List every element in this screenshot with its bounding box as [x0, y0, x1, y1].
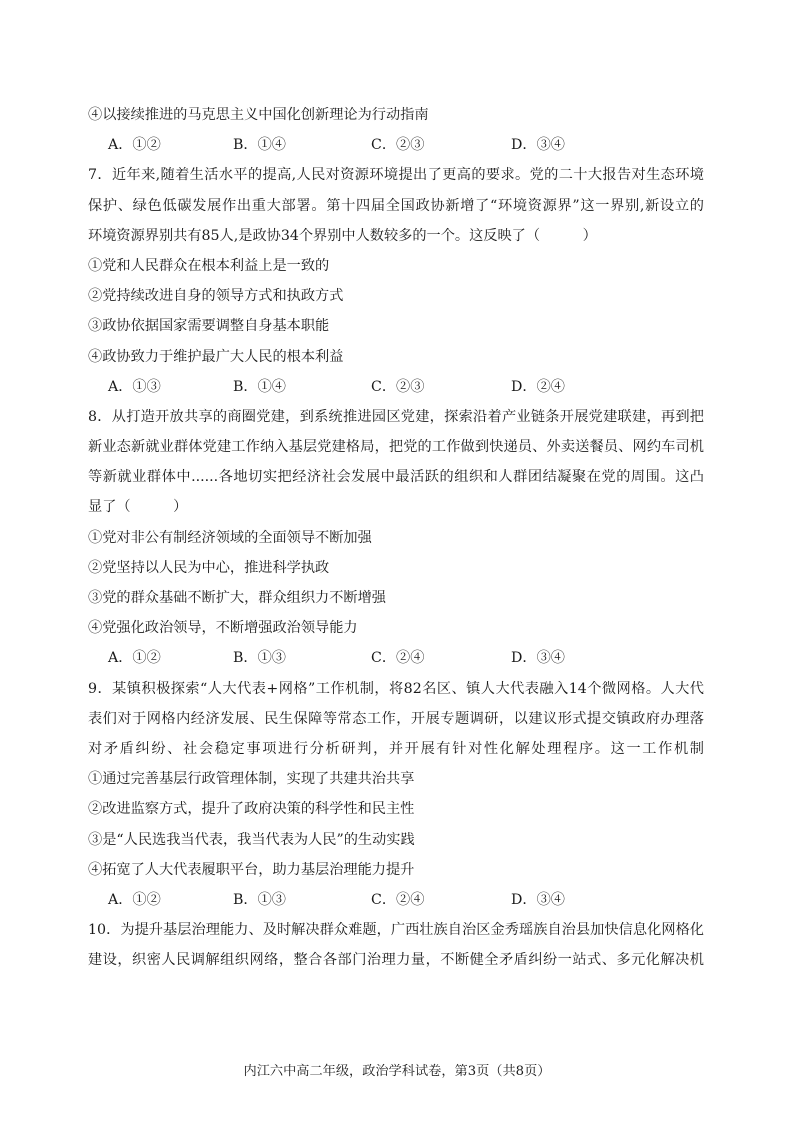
q8-item-4: ④党强化政治领导，不断增强政治领导能力 — [88, 620, 358, 637]
q8-item-1: ①党对非公有制经济领域的全面领导不断加强 — [88, 529, 372, 546]
q6-option-a: A．①② — [108, 137, 161, 154]
q7-item-3: ③政协依据国家需要调整自身基本职能 — [88, 318, 330, 335]
q8-stem-line-4: 显了（ ） — [88, 499, 188, 516]
q9-option-c: C．②④ — [371, 891, 425, 908]
q6-options — [88, 130, 704, 160]
q9-item-4: ④拓宽了人大代表履职平台，助力基层治理能力提升 — [88, 861, 415, 878]
q7-stem-line-2: 保护、绿色低碳发展作出重大部署。第十四届全国政协新增了“环境资源界”这一界别,新设立的 — [88, 197, 704, 214]
q8-option-b: B．①③ — [233, 650, 286, 667]
exam-page — [88, 100, 704, 975]
q9-stem-line-3: 对矛盾纠纷、社会稳定事项进行分析研判，并开展有针对性化解处理程序。这一工作机制 — [88, 740, 704, 757]
q10-stem-line-1: 10．为提升基层治理能力、及时解决群众难题，广西壮族自治区金秀瑶族自治县加快信息化网格化 — [88, 922, 704, 939]
q6-option-c: C．②③ — [371, 137, 425, 154]
q6-item-4: ④以接续推进的马克思主义中国化创新理论为行动指南 — [88, 107, 429, 123]
q7-option-c: C．②③ — [371, 378, 425, 395]
q8-option-a: A．①② — [108, 650, 161, 667]
q9-stem-line-2: 表们对于网格内经济发展、民生保障等常态工作，开展专题调研，以建议形式提交镇政府办理落 — [88, 710, 704, 727]
q10-stem-line-2: 建设，织密人民调解组织网络，整合各部门治理力量，不断健全矛盾纠纷一站式、多元化解决机 — [88, 952, 704, 969]
q7-item-4: ④政协致力于维护最广大人民的根本利益 — [88, 348, 344, 365]
q8-stem-line-1: 8．从打造开放共享的商圈党建，到系统推进园区党建，探索沿着产业链条开展党建联建，再到把 — [88, 408, 704, 425]
q8-stem-line-3: 等新就业群体中......各地切实把经济社会发展中最活跃的组织和人群团结凝聚在党的周围。这凸 — [88, 469, 704, 486]
q8-item-3: ③党的群众基础不断扩大，群众组织力不断增强 — [88, 590, 386, 606]
q8-option-d: D．③④ — [511, 650, 565, 667]
q9-options — [88, 885, 704, 915]
q7-stem-line-3: 环境资源界别共有85人,是政协34个界别中人数较多的一个。这反映了（ ） — [88, 227, 597, 244]
q8-stem-line-2: 新业态新就业群体党建工作纳入基层党建格局，把党的工作做到快递员、外卖送餐员、网约车司机 — [88, 439, 704, 456]
q7-options — [88, 372, 704, 402]
q9-option-a: A．①② — [108, 891, 161, 908]
q8-option-c: C．②④ — [371, 650, 425, 667]
q9-stem-line-1: 9．某镇积极探索“人大代表+网格”工作机制，将82名区、镇人大代表融入14个微网格。人大代 — [88, 680, 704, 697]
q7-stem-line-1: 7．近年来,随着生活水平的提高,人民对资源环境提出了更高的要求。党的二十大报告对生态环境 — [88, 167, 704, 184]
q8-options — [88, 643, 704, 673]
q7-option-b: B．①④ — [233, 378, 286, 395]
q9-option-b: B．①③ — [233, 891, 286, 908]
q9-option-d: D．③④ — [511, 891, 565, 908]
q6-option-b: B．①④ — [233, 137, 286, 154]
q7-option-d: D．②④ — [511, 378, 565, 395]
q7-item-1: ①党和人民群众在根本利益上是一致的 — [88, 257, 330, 274]
q7-option-a: A．①③ — [108, 378, 161, 395]
q8-item-2: ②党坚持以人民为中心，推进科学执政 — [88, 559, 330, 576]
q7-item-2: ②党持续改进自身的领导方式和执政方式 — [88, 288, 344, 305]
q9-item-2: ②改进监察方式，提升了政府决策的科学性和民主性 — [88, 801, 415, 818]
q9-item-1: ①通过完善基层行政管理体制，实现了共建共治共享 — [88, 771, 415, 788]
page-footer: 内江六中高二年级，政治学科试卷，第3页（共8页） — [243, 1064, 551, 1079]
q9-item-3: ③是“人民选我当代表，我当代表为人民”的生动实践 — [88, 831, 415, 848]
q6-option-d: D．③④ — [511, 137, 565, 154]
